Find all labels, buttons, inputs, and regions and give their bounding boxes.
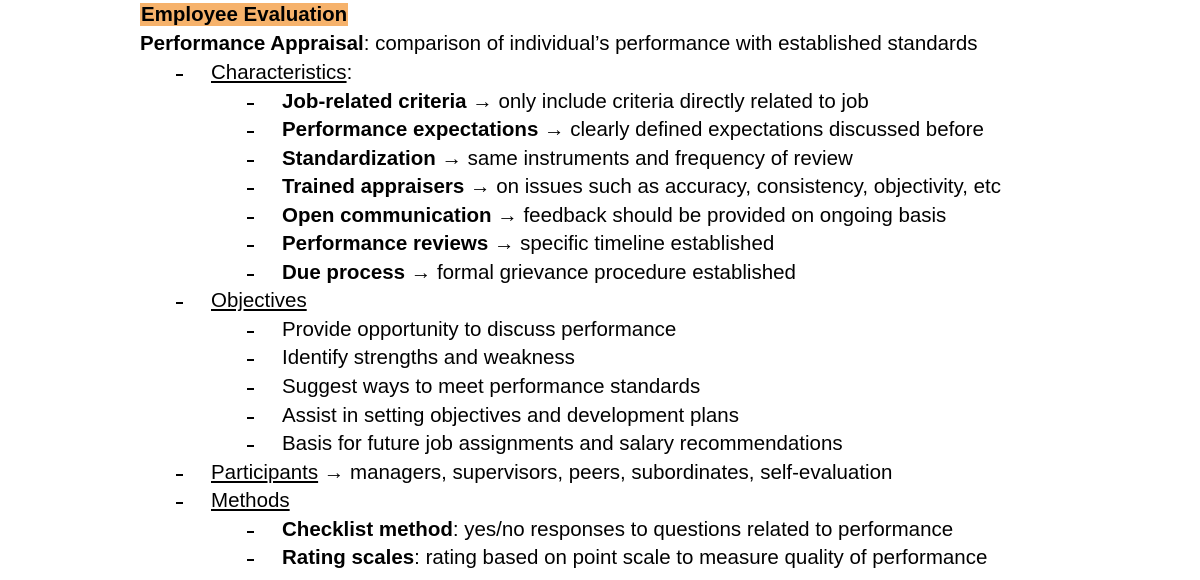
item-term: Performance expectations [282, 118, 539, 141]
item-description: → formal grievance procedure established [405, 261, 796, 284]
item-text: Assist in setting objectives and development plans [282, 404, 739, 427]
item-description: : rating based on point scale to measure quality of performance [414, 546, 988, 569]
bullet-dash [247, 230, 259, 258]
heading-characteristics: Characteristics [211, 61, 347, 84]
bullet-dash [247, 316, 259, 344]
bullet-dash [247, 88, 259, 116]
bullet-dash [176, 459, 188, 487]
bullet-dash [247, 544, 259, 572]
item-term: Job-related criteria [282, 90, 467, 113]
item-text: Basis for future job assignments and salary recommendations [282, 432, 843, 455]
bullet-dash [247, 173, 259, 201]
intro-definition: : comparison of individual’s performance with established standards [363, 32, 978, 55]
intro-term: Performance Appraisal [140, 32, 364, 55]
item-term: Rating scales [282, 546, 415, 569]
item-description: → only include criteria directly related to job [466, 90, 869, 113]
item-description: : yes/no responses to questions related to performance [452, 518, 954, 541]
bullet-dash [176, 287, 188, 315]
item-description: → feedback should be provided on ongoing basis [491, 204, 947, 227]
heading-colon: : [346, 61, 353, 84]
title-highlight: Employee Evaluation [141, 3, 348, 26]
item-description: → on issues such as accuracy, consistency, objectivity, etc [464, 175, 1001, 198]
item-term: Trained appraisers [282, 175, 465, 198]
item-term: Due process [282, 261, 406, 284]
bullet-dash [176, 59, 188, 87]
document-title [140, 1, 348, 29]
bullet-dash [247, 516, 259, 544]
item-text: Identify strengths and weakness [282, 346, 575, 369]
bullet-dash [247, 402, 259, 430]
bullet-dash [247, 145, 259, 173]
heading-methods: Methods [211, 489, 290, 512]
item-description: → same instruments and frequency of review [435, 147, 853, 170]
item-term: Standardization [282, 147, 436, 170]
item-description: → specific timeline established [488, 232, 775, 255]
item-text: Suggest ways to meet performance standards [282, 375, 701, 398]
item-term: Checklist method [282, 518, 453, 541]
item-text: Provide opportunity to discuss performance [282, 318, 677, 341]
participants-description: → managers, supervisors, peers, subordinates, self-evaluation [318, 461, 893, 484]
intro-line [140, 30, 978, 58]
item-term: Performance reviews [282, 232, 489, 255]
bullet-dash [247, 373, 259, 401]
heading-participants: Participants [211, 461, 319, 484]
bullet-dash [247, 259, 259, 287]
bullet-dash [247, 202, 259, 230]
bullet-dash [247, 430, 259, 458]
item-description: → clearly defined expectations discussed before [538, 118, 984, 141]
bullet-dash [247, 116, 259, 144]
heading-objectives: Objectives [211, 289, 307, 312]
bullet-dash [247, 344, 259, 372]
item-term: Open communication [282, 204, 492, 227]
bullet-dash [176, 487, 188, 515]
